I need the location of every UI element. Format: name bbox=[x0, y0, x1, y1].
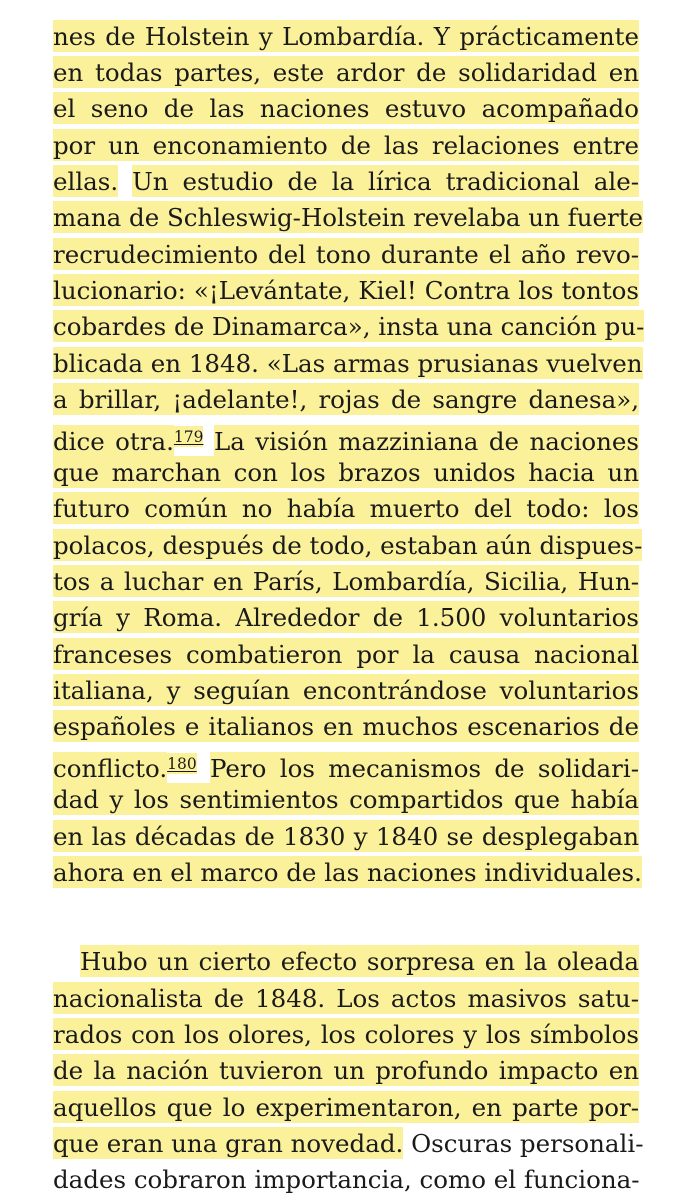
text-line bbox=[53, 747, 639, 781]
highlighted-text[interactable]: polacos, después de todo, estaban aún dispues- bbox=[53, 531, 643, 560]
highlighted-text[interactable]: gría y Roma. Alrededor de 1.500 voluntarios bbox=[53, 603, 639, 632]
text-line bbox=[53, 982, 639, 1016]
highlighted-text[interactable]: a brillar, ¡adelante!, rojas de sangre danesa», bbox=[53, 385, 639, 414]
highlighted-text[interactable]: recrudecimiento del tono durante el año revo- bbox=[53, 240, 639, 269]
text-line bbox=[53, 820, 639, 854]
highlighted-text[interactable]: Un estudio de la lírica tradicional ale- bbox=[132, 167, 639, 196]
text-line bbox=[53, 710, 639, 744]
highlighted-text[interactable]: que eran una gran novedad. bbox=[53, 1129, 404, 1158]
text-line bbox=[53, 1018, 639, 1052]
highlighted-text[interactable]: blicada en 1848. «Las armas prusianas vuelven bbox=[53, 349, 643, 378]
text-line bbox=[53, 56, 639, 90]
text-line bbox=[53, 492, 639, 526]
highlighted-text[interactable]: cobardes de Dinamarca», insta una canción pu- bbox=[53, 312, 645, 341]
highlighted-text[interactable]: españoles e italianos en muchos escenarios de bbox=[53, 712, 639, 741]
highlighted-text[interactable]: en todas partes, este ardor de solidaridad en bbox=[53, 58, 639, 87]
highlighted-text[interactable]: futuro común no había muerto del todo: los bbox=[53, 494, 639, 523]
text-line bbox=[53, 1127, 644, 1161]
highlighted-text[interactable]: Pero los mecanismos de solidari- bbox=[210, 754, 639, 783]
highlighted-text[interactable]: ellas. bbox=[53, 167, 119, 196]
text-line bbox=[53, 92, 639, 126]
text-line bbox=[53, 383, 639, 417]
text-line bbox=[53, 601, 639, 635]
highlighted-text[interactable]: de la nación tuvieron un profundo impacto en bbox=[53, 1056, 639, 1085]
text-line bbox=[53, 783, 639, 817]
highlighted-text[interactable]: conflicto. bbox=[53, 754, 168, 783]
text-line bbox=[53, 856, 642, 890]
highlighted-text[interactable]: ahora en el marco de las naciones individuales. bbox=[53, 858, 642, 887]
highlighted-text[interactable]: rados con los olores, los colores y los símbolos bbox=[53, 1020, 639, 1049]
text-line bbox=[53, 238, 639, 272]
highlighted-text[interactable]: franceses combatieron por la causa nacional bbox=[53, 640, 639, 669]
highlighted-text[interactable]: italiana, y seguían encontrándose voluntarios bbox=[53, 676, 639, 705]
text-line bbox=[53, 945, 639, 979]
text-line bbox=[53, 165, 639, 199]
highlighted-text[interactable]: nes de Holstein y Lombardía. Y prácticamente bbox=[53, 22, 639, 51]
text-line bbox=[53, 129, 639, 163]
highlighted-text[interactable]: en las décadas de 1830 y 1840 se desplegaban bbox=[53, 822, 639, 851]
text-line bbox=[53, 201, 644, 235]
text-line bbox=[53, 420, 639, 454]
highlighted-text[interactable]: nacionalista de 1848. Los actos masivos satu- bbox=[53, 984, 639, 1013]
highlighted-text[interactable]: dice otra. bbox=[53, 427, 174, 456]
text-line bbox=[53, 456, 639, 490]
highlighted-text[interactable]: tos a luchar en París, Lombardía, Sicilia, Hun- bbox=[53, 567, 639, 596]
highlighted-text[interactable]: dad y los sentimientos compartidos que había bbox=[53, 785, 639, 814]
text-line bbox=[53, 274, 639, 308]
highlighted-text[interactable]: que marchan con los brazos unidos hacia un bbox=[53, 458, 639, 487]
footnote-link[interactable]: 179 bbox=[173, 428, 204, 446]
highlighted-text[interactable]: Hubo un cierto efecto sorpresa en la oleada bbox=[80, 947, 639, 976]
text-line bbox=[53, 1091, 639, 1125]
text-line bbox=[53, 674, 639, 708]
highlighted-text[interactable]: aquellos que lo experimentaron, en parte por- bbox=[53, 1093, 639, 1122]
text-line bbox=[53, 347, 643, 381]
text-line bbox=[53, 1163, 639, 1197]
highlighted-text[interactable]: mana de Schleswig-Holstein revelaba un fuerte bbox=[53, 203, 644, 232]
body-text: dades cobraron importancia, como el funciona- bbox=[53, 1165, 640, 1194]
body-text: Oscuras personali- bbox=[411, 1129, 644, 1158]
footnote-link[interactable]: 180 bbox=[167, 755, 197, 773]
text-line bbox=[53, 1054, 639, 1088]
text-line bbox=[53, 529, 643, 563]
highlighted-text[interactable]: La visión mazziniana de naciones bbox=[213, 427, 640, 456]
text-line bbox=[53, 310, 645, 344]
text-line bbox=[53, 20, 639, 54]
highlighted-text[interactable]: por un enconamiento de las relaciones entre bbox=[53, 131, 639, 160]
highlighted-text[interactable]: lucionario: «¡Levántate, Kiel! Contra los tontos bbox=[53, 276, 639, 305]
text-line bbox=[53, 565, 639, 599]
text-line bbox=[53, 638, 639, 672]
highlighted-text[interactable]: el seno de las naciones estuvo acompañado bbox=[53, 94, 639, 123]
